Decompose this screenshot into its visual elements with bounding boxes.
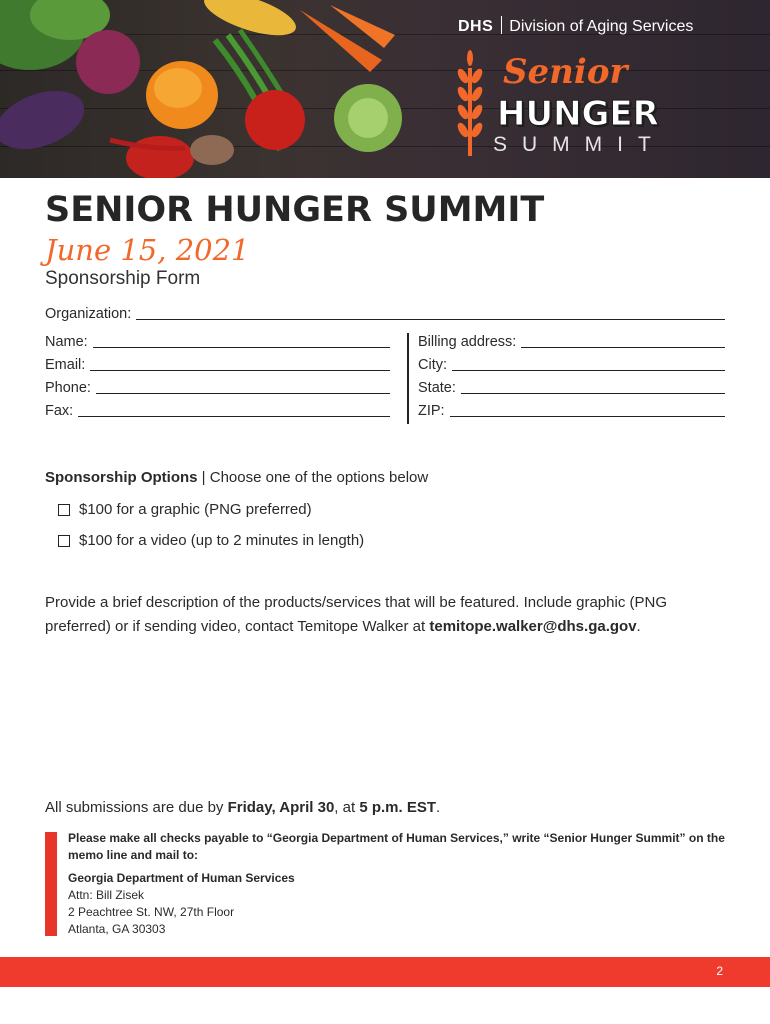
- phone-input-line[interactable]: [96, 379, 390, 394]
- mailing-city: Atlanta, GA 30303: [68, 922, 166, 936]
- phone-label: Phone:: [45, 380, 91, 396]
- option-graphic-label: $100 for a graphic (PNG preferred): [79, 501, 312, 518]
- logo-senior: Senior: [503, 52, 628, 92]
- organization-label: Organization:: [45, 306, 132, 322]
- name-input-line[interactable]: [93, 333, 390, 348]
- phone-field[interactable]: [45, 379, 390, 396]
- logo-hunger: HUNGER: [497, 94, 659, 134]
- email-input-line[interactable]: [90, 356, 390, 371]
- billing-address-label: Billing address:: [418, 334, 517, 350]
- form-subtitle: Sponsorship Form: [45, 268, 201, 289]
- option-video[interactable]: [58, 532, 364, 549]
- city-label: City:: [418, 357, 447, 373]
- fax-field[interactable]: [45, 402, 390, 419]
- fax-label: Fax:: [45, 403, 74, 419]
- description-paragraph: [45, 591, 735, 639]
- vegetables-image: [0, 0, 440, 178]
- fax-input-line[interactable]: [78, 402, 390, 417]
- wheat-icon: [456, 48, 486, 158]
- page-title: SENIOR HUNGER SUMMIT: [45, 190, 545, 230]
- city-field[interactable]: [418, 356, 725, 373]
- city-input-line[interactable]: [452, 356, 725, 371]
- billing-address-field[interactable]: [418, 333, 725, 350]
- mailing-street: 2 Peachtree St. NW, 27th Floor: [68, 905, 235, 919]
- agency-name: DHS: [458, 18, 494, 35]
- due-date-line: [45, 799, 440, 816]
- option-video-label: $100 for a video (up to 2 minutes in length): [79, 532, 365, 549]
- organization-input-line[interactable]: [136, 305, 725, 320]
- field-column-divider: [407, 333, 409, 424]
- header-banner: [0, 0, 770, 178]
- page-number: 2: [716, 964, 723, 978]
- options-heading-rest: | Choose one of the options below: [197, 469, 429, 486]
- zip-input-line[interactable]: [450, 402, 725, 417]
- options-heading-bold: Sponsorship Options: [45, 469, 198, 486]
- mailing-attn: Attn: Bill Zisek: [68, 888, 145, 902]
- state-input-line[interactable]: [461, 379, 725, 394]
- due-end: .: [436, 799, 441, 816]
- logo-summit: SUMMIT: [493, 133, 666, 156]
- contact-email[interactable]: temitope.walker@dhs.ga.gov: [429, 618, 637, 635]
- agency-separator: [501, 16, 502, 34]
- billing-address-input-line[interactable]: [521, 333, 725, 348]
- email-label: Email:: [45, 357, 86, 373]
- due-time: 5 p.m. EST: [359, 799, 436, 816]
- zip-label: ZIP:: [418, 403, 445, 419]
- division-name: Division of Aging Services: [509, 18, 694, 35]
- due-date: Friday, April 30: [227, 799, 335, 816]
- description-text: Provide a brief description of the products/services that will be featured. Include graphic (PNG preferred) or if sending video, contact Temitope Walker at: [45, 594, 667, 635]
- footer-bar: [0, 957, 770, 987]
- name-field[interactable]: [45, 333, 390, 350]
- email-field[interactable]: [45, 356, 390, 373]
- zip-field[interactable]: [418, 402, 725, 419]
- event-date: June 15, 2021: [45, 233, 250, 267]
- graphic-checkbox[interactable]: [58, 504, 70, 516]
- mailing-accent-bar: [45, 832, 57, 936]
- option-graphic[interactable]: [58, 501, 312, 518]
- mailing-text: [68, 830, 738, 938]
- video-checkbox[interactable]: [58, 535, 70, 547]
- mailing-instructions: Please make all checks payable to “Georgia Department of Human Services,” write “Senior Hunger Summit” on the memo line and mail to:: [68, 831, 725, 862]
- description-end: .: [636, 618, 641, 635]
- sponsorship-options-heading: [45, 469, 428, 486]
- name-label: Name:: [45, 334, 88, 350]
- state-field[interactable]: [418, 379, 725, 396]
- organization-field[interactable]: [45, 305, 725, 322]
- state-label: State:: [418, 380, 456, 396]
- agency-line: [458, 16, 693, 36]
- due-prefix: All submissions are due by: [45, 799, 228, 816]
- mailing-organization: Georgia Department of Human Services: [68, 871, 295, 885]
- due-mid: , at: [334, 799, 360, 816]
